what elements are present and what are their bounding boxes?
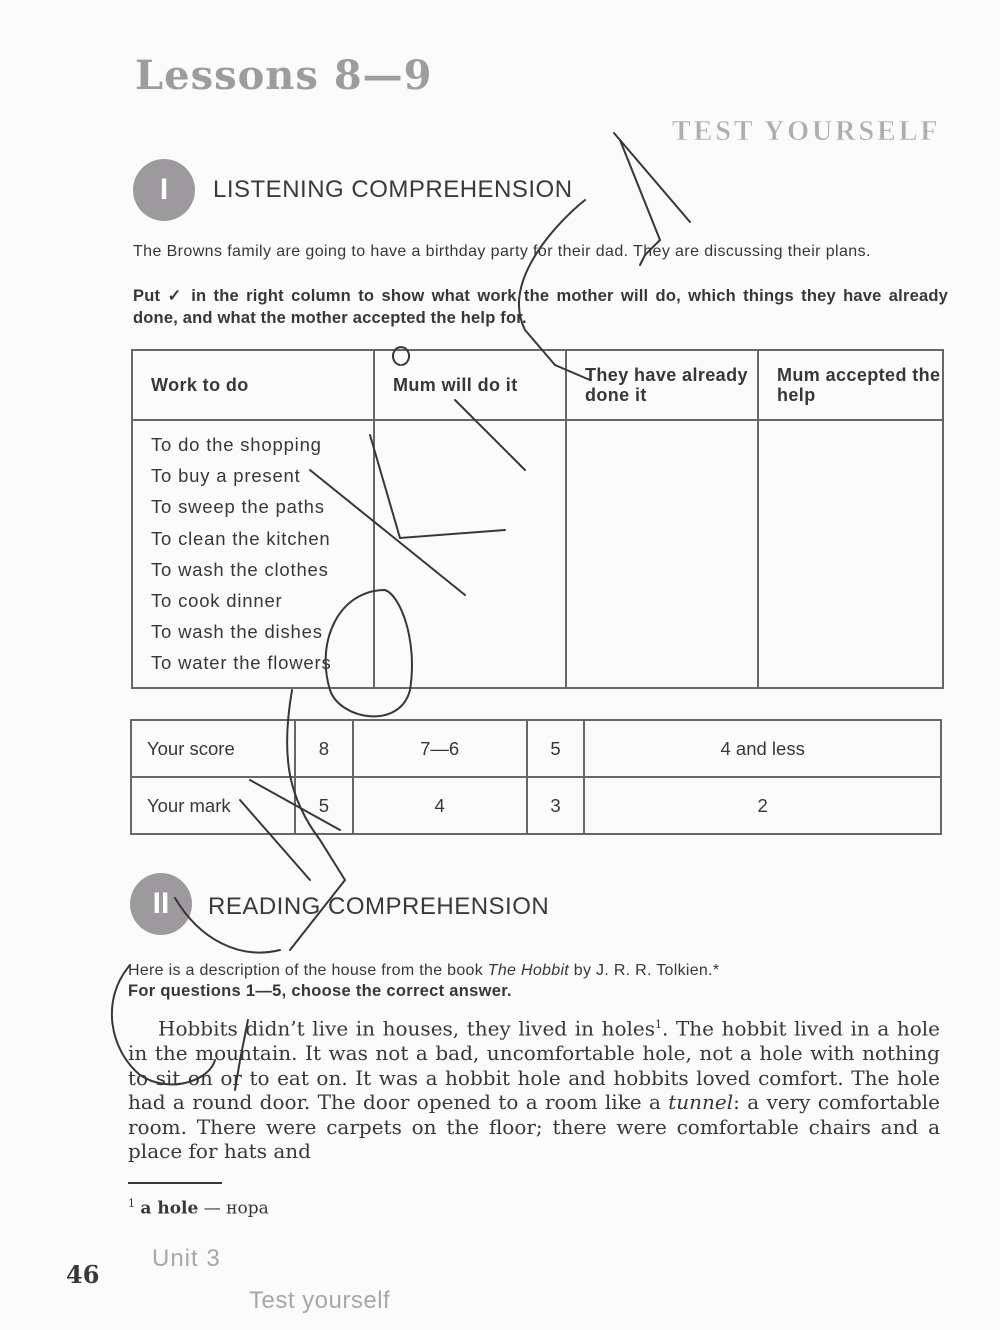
task-item: To clean the kitchen: [151, 527, 331, 549]
section-title-reading: READING COMPREHENSION: [208, 893, 550, 920]
score-value: 7—6: [353, 720, 527, 777]
col-header-mum-accepted: Mum accepted the help: [758, 350, 943, 420]
lesson-title: Lessons 8—9: [135, 52, 433, 99]
reading-passage: [128, 1013, 940, 1164]
mark-label: Your mark: [131, 777, 295, 834]
task-item: To wash the dishes: [151, 621, 323, 643]
footnote-term: a hole: [140, 1198, 199, 1219]
footnote-ref: 1: [655, 1018, 662, 1031]
reading-instruction: For questions 1—5, choose the correct answer.: [128, 982, 512, 1000]
intro-text: Here is a description of the house from the book: [128, 962, 488, 979]
listening-instruction: Put ✓ in the right column to show what work the mother will do, which things they have already done, and what the mother accepted the help for.: [133, 287, 948, 327]
col-header-work: Work to do: [132, 350, 374, 420]
passage-text: . The hobbit lived in a hole in the mountain. It was not a bad, uncomfortable hole, not a hole with nothing to sit on or to eat on. It was a hobbit hole and hobbits loved comfort. The hole had a round door. The door opened to a room like a: [128, 1016, 940, 1115]
section-badge-1: I: [133, 159, 195, 221]
section-badge-2: II: [130, 873, 192, 935]
mark-value: 3: [527, 777, 585, 834]
work-table: [131, 349, 944, 689]
work-table-body: [132, 420, 943, 688]
section-tag: TEST YOURSELF: [672, 116, 941, 147]
work-table-header: [132, 350, 943, 420]
unit-label: Unit 3: [152, 1245, 221, 1272]
score-value: 8: [295, 720, 353, 777]
running-title: Test yourself: [249, 1287, 391, 1314]
mum-will-do-cell[interactable]: [374, 420, 566, 688]
task-item: To water the flowers: [151, 652, 332, 674]
score-table: [130, 719, 942, 835]
section-title-listening: LISTENING COMPREHENSION: [213, 176, 573, 203]
footnote: [128, 1197, 269, 1219]
task-item: To buy a present: [151, 465, 301, 487]
task-item: To sweep the paths: [151, 496, 325, 518]
task-list-cell: [132, 420, 374, 688]
passage-italic: tunnel: [668, 1090, 734, 1115]
reading-intro: [128, 960, 948, 982]
col-header-mum-will-do: Mum will do it: [374, 350, 566, 420]
score-row: [131, 720, 941, 777]
task-item: To do the shopping: [151, 434, 322, 455]
book-title: The Hobbit: [487, 962, 570, 979]
intro-author: by J. R. R. Tolkien.*: [569, 962, 720, 979]
page-number: 46: [66, 1260, 100, 1289]
listening-intro: The Browns family are going to have a birthday party for their dad. They are discussing their plans.: [133, 243, 871, 260]
score-value: 4 and less: [584, 720, 941, 777]
footnote-divider: [128, 1182, 222, 1184]
footnote-dash: —: [198, 1198, 227, 1219]
score-label: Your score: [131, 720, 295, 777]
passage-text: : a very comfortable room. There were carpets on the floor; there were comfortable chairs and a place for hats and: [128, 1090, 941, 1164]
already-done-cell[interactable]: [566, 420, 758, 688]
footnote-translation: нора: [226, 1198, 269, 1219]
score-value: 5: [527, 720, 585, 777]
mum-accepted-cell[interactable]: [758, 420, 943, 688]
col-header-already-done: They have already done it: [566, 350, 758, 420]
task-item: To wash the clothes: [151, 558, 329, 580]
mark-row: [131, 777, 941, 834]
task-item: To cook dinner: [151, 590, 283, 612]
mark-value: 2: [584, 777, 941, 834]
mark-value: 4: [353, 777, 527, 834]
footnote-number: 1: [128, 1197, 135, 1210]
mark-value: 5: [295, 777, 353, 834]
passage-text: Hobbits didn’t live in houses, they lived in holes: [158, 1016, 655, 1041]
